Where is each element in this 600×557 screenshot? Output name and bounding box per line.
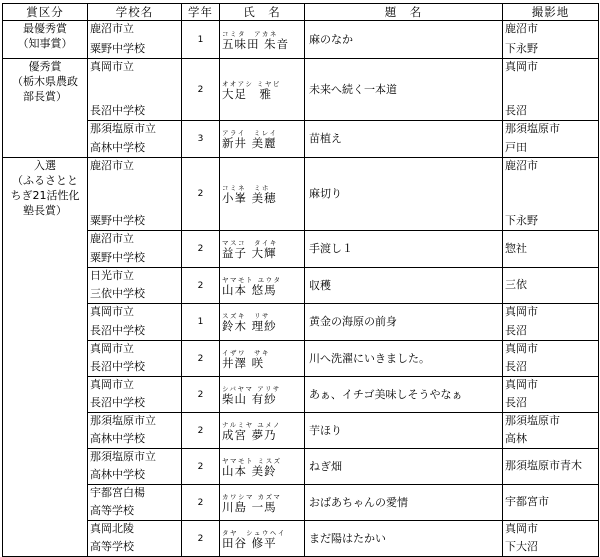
header-name: 氏 名 <box>220 4 305 21</box>
grade-cell: 2 <box>182 485 220 521</box>
grade-cell: 2 <box>182 521 220 557</box>
location-line1: 鹿沼市 <box>505 159 538 172</box>
location-cell <box>503 268 599 304</box>
student-name-cell <box>220 449 305 485</box>
photo-title: ねぎ畑 <box>305 449 503 485</box>
location-line1: 真岡市 <box>505 378 538 391</box>
location-line1: 真岡市 <box>505 342 538 355</box>
location-line2: 長沼 <box>505 324 527 337</box>
student-name-cell <box>220 377 305 413</box>
student-name-cell <box>220 341 305 377</box>
header-school: 学校名 <box>88 4 182 21</box>
header-row <box>3 4 599 21</box>
award-category <box>3 21 88 59</box>
school-city: 真岡市立 <box>90 305 134 318</box>
location-line2: 長沼 <box>505 396 527 409</box>
school-name: 長沼中学校 <box>90 396 145 409</box>
student-name: 益子 大輝 <box>222 246 277 260</box>
table-row <box>3 377 599 413</box>
category-line: ちぎ21活性化 <box>10 189 80 202</box>
photo-title: あぁ、イチゴ美味しそうやなぁ <box>305 377 503 413</box>
location-line2: 下大沼 <box>505 540 538 553</box>
school-name: 高林中学校 <box>90 141 145 154</box>
school-cell <box>88 485 182 521</box>
photo-title: まだ陽はたかい <box>305 521 503 557</box>
school-name: 粟野中学校 <box>90 42 145 55</box>
location-line1: 惣社 <box>505 241 527 255</box>
student-name: 川島 一馬 <box>222 499 277 514</box>
school-name: 粟野中学校 <box>90 251 145 264</box>
photo-title: 手渡し１ <box>305 231 503 268</box>
award-category <box>3 59 88 158</box>
school-city: 鹿沼市立 <box>90 22 134 35</box>
location-cell <box>503 59 599 121</box>
school-cell <box>88 377 182 413</box>
school-cell <box>88 413 182 449</box>
student-name-cell <box>220 304 305 341</box>
location-cell <box>503 485 599 521</box>
category-line: 入選 <box>34 159 56 172</box>
school-name: 長沼中学校 <box>90 324 145 337</box>
student-name-cell <box>220 21 305 59</box>
photo-title: おばあちゃんの愛情 <box>305 485 503 521</box>
table-row <box>3 121 599 158</box>
header-location: 撮影地 <box>503 4 599 21</box>
student-name: 山本 悠馬 <box>222 282 277 297</box>
location-line1: 鹿沼市 <box>505 22 538 35</box>
school-name: 高林中学校 <box>90 468 145 481</box>
name-reading: アライ ミレイ <box>222 129 278 137</box>
school-name: 三依中学校 <box>90 287 145 300</box>
name-reading: スズキ リサ <box>222 312 270 320</box>
student-name-cell <box>220 59 305 121</box>
school-cell <box>88 268 182 304</box>
photo-title: 未来へ続く一本道 <box>305 59 503 121</box>
table-row <box>3 449 599 485</box>
school-city: 真岡市立 <box>90 60 134 73</box>
school-name: 粟野中学校 <box>90 214 145 227</box>
student-name-cell <box>220 268 305 304</box>
grade-cell: 2 <box>182 59 220 121</box>
photo-title: 苗植え <box>305 121 503 158</box>
name-reading: ヤマモト ミスズ <box>222 456 282 465</box>
location-cell <box>503 521 599 557</box>
school-city: 鹿沼市立 <box>90 159 134 172</box>
header-category: 賞区分 <box>3 4 88 21</box>
school-city: 那須塩原市立 <box>90 122 156 135</box>
photo-title: 麻のなか <box>305 21 503 59</box>
category-line: 部長賞） <box>23 90 67 103</box>
grade-cell: 2 <box>182 449 220 485</box>
school-city: 宇都宮白楊 <box>90 486 145 499</box>
table-row <box>3 158 599 231</box>
grade-cell: 2 <box>182 377 220 413</box>
name-reading: カワシマ カズマ <box>222 492 282 501</box>
school-cell <box>88 304 182 341</box>
table-row <box>3 341 599 377</box>
name-reading: イザワ サキ <box>222 348 270 357</box>
table-row <box>3 304 599 341</box>
student-name: 大足 雅 <box>222 86 272 101</box>
photo-title: 芋ほり <box>305 413 503 449</box>
location-line2: 長沼 <box>505 360 527 373</box>
location-line1: 宇都宮市 <box>505 495 549 508</box>
location-line2: 長沼 <box>505 104 527 117</box>
school-cell <box>88 121 182 158</box>
student-name: 五味田 朱音 <box>222 36 290 51</box>
location-cell <box>503 21 599 59</box>
name-reading: コミタ アカネ <box>222 29 278 38</box>
grade-cell: 3 <box>182 121 220 158</box>
location-cell <box>503 304 599 341</box>
location-cell <box>503 341 599 377</box>
student-name: 田谷 修平 <box>222 535 277 550</box>
school-name: 高等学校 <box>90 504 134 517</box>
table-row <box>3 268 599 304</box>
location-line1: 那須塩原市 <box>505 122 560 135</box>
location-cell <box>503 231 599 268</box>
location-line1: 那須塩原市青木 <box>505 459 582 472</box>
name-reading: ナルミヤ ユメノ <box>222 420 282 429</box>
category-line: （ふるさとと <box>12 174 78 187</box>
awards-table <box>2 3 599 557</box>
school-city: 日光市立 <box>90 269 134 282</box>
photo-title: 黄金の海原の前身 <box>305 304 503 341</box>
grade-cell: 2 <box>182 158 220 231</box>
grade-cell: 2 <box>182 341 220 377</box>
school-name: 長沼中学校 <box>90 104 145 117</box>
location-cell <box>503 377 599 413</box>
name-reading: マスコ タイキ <box>222 239 278 247</box>
school-cell <box>88 59 182 121</box>
student-name: 小峯 美穂 <box>222 191 277 205</box>
school-cell <box>88 231 182 268</box>
location-line1: 三依 <box>505 278 527 291</box>
name-reading: コミネ ミホ <box>222 184 270 192</box>
school-name: 高等学校 <box>90 540 134 553</box>
student-name: 柴山 有紗 <box>222 391 277 406</box>
grade-cell: 1 <box>182 21 220 59</box>
grade-cell: 2 <box>182 231 220 268</box>
student-name-cell <box>220 485 305 521</box>
location-line1: 真岡市 <box>505 305 538 318</box>
table-row <box>3 521 599 557</box>
location-cell <box>503 158 599 231</box>
school-city: 真岡市立 <box>90 378 134 391</box>
location-line2: 下永野 <box>505 42 538 55</box>
school-cell <box>88 341 182 377</box>
location-line1: 真岡市 <box>505 60 538 73</box>
header-grade: 学年 <box>182 4 220 21</box>
student-name: 成宮 夢乃 <box>222 427 277 442</box>
category-line: （栃木県農政 <box>12 75 78 88</box>
student-name-cell <box>220 231 305 268</box>
grade-cell: 2 <box>182 413 220 449</box>
photo-title: 川へ洗濯にいきました。 <box>305 341 503 377</box>
category-line: （知事賞） <box>17 37 73 50</box>
table-row <box>3 231 599 268</box>
school-cell <box>88 158 182 231</box>
award-category <box>3 158 88 557</box>
table-row <box>3 59 599 121</box>
location-line2: 下永野 <box>505 214 538 227</box>
grade-cell: 1 <box>182 304 220 341</box>
school-city: 那須塩原市立 <box>90 450 156 463</box>
name-reading: オオアシ ミヤビ <box>222 79 281 88</box>
student-name: 鈴木 理紗 <box>222 319 277 333</box>
photo-title: 麻切り <box>305 158 503 231</box>
location-cell <box>503 449 599 485</box>
location-line2: 戸田 <box>505 141 527 154</box>
school-name: 長沼中学校 <box>90 360 145 373</box>
location-cell <box>503 413 599 449</box>
school-city: 鹿沼市立 <box>90 232 134 245</box>
location-line1: 那須塩原市 <box>505 414 560 427</box>
table-row <box>3 413 599 449</box>
name-reading: シバヤマ アリサ <box>222 384 281 393</box>
category-line: 塾長賞） <box>23 204 67 217</box>
table-row <box>3 485 599 521</box>
category-line: 優秀賞 <box>28 60 62 73</box>
school-cell <box>88 21 182 59</box>
student-name-cell <box>220 521 305 557</box>
student-name-cell <box>220 413 305 449</box>
student-name: 井澤 咲 <box>222 355 265 370</box>
school-city: 真岡北陵 <box>90 522 134 535</box>
name-reading: タヤ シュウヘイ <box>222 528 286 537</box>
school-cell <box>88 449 182 485</box>
table-row <box>3 21 599 59</box>
location-cell <box>503 121 599 158</box>
school-city: 那須塩原市立 <box>90 414 156 427</box>
name-reading: ヤマモト ユウタ <box>222 275 282 284</box>
school-name: 高林中学校 <box>90 432 145 445</box>
grade-cell: 2 <box>182 268 220 304</box>
school-city: 真岡市立 <box>90 342 134 355</box>
photo-title: 収穫 <box>305 268 503 304</box>
category-line: 最優秀賞 <box>23 22 67 35</box>
student-name-cell <box>220 158 305 231</box>
student-name-cell <box>220 121 305 158</box>
header-title: 題 名 <box>305 4 503 21</box>
student-name: 新井 美麗 <box>222 136 277 150</box>
school-cell <box>88 521 182 557</box>
location-line2: 高林 <box>505 432 527 445</box>
location-line1: 真岡市 <box>505 522 538 535</box>
student-name: 山本 美鈴 <box>222 463 277 478</box>
